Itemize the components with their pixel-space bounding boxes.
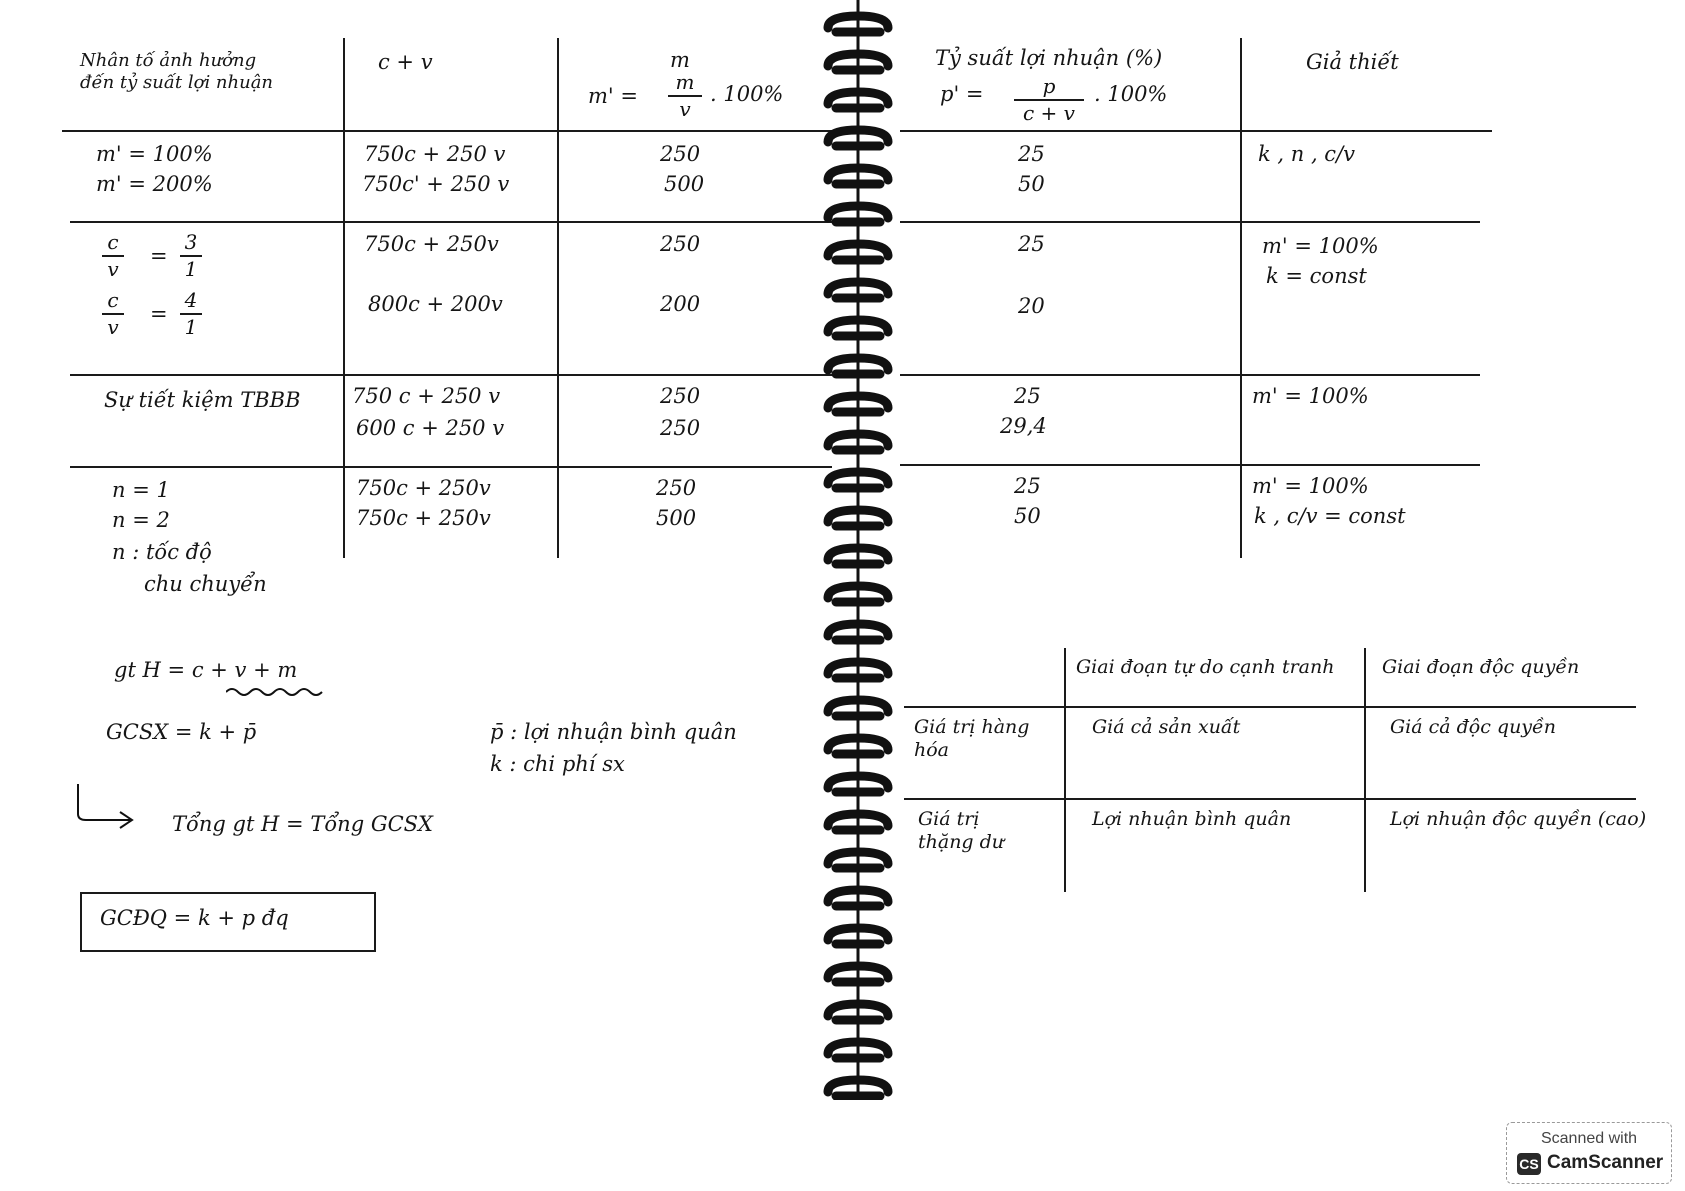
- camscanner-logo-icon: CS: [1517, 1153, 1541, 1175]
- row1-factor-a: m' = 100%: [96, 142, 213, 166]
- ratio-b-rnum: 4: [184, 288, 198, 312]
- r3-p-a: 25: [1014, 384, 1041, 408]
- stage-row-surplus-label: Giá trị thặng dư: [918, 808, 1005, 853]
- header-p-mult: . 100%: [1094, 82, 1168, 106]
- ratio-a-num: c: [107, 230, 119, 254]
- header-rate: Tỷ suất lợi nhuận (%): [935, 46, 1163, 70]
- row4-factor-c: n : tốc độ: [112, 540, 212, 564]
- header-m-prime-label: m' =: [588, 84, 638, 108]
- row4-factor-b: n = 2: [112, 508, 170, 532]
- r2-p-b: 20: [1018, 294, 1045, 318]
- row4-m-b: 500: [656, 506, 697, 530]
- r1-assumption: k , n , c/v: [1258, 142, 1356, 166]
- r3-assumption: m' = 100%: [1252, 384, 1369, 408]
- ratio-a-rnum: 3: [184, 230, 198, 254]
- row2-m-a: 250: [660, 232, 701, 256]
- stage-row1-free: Giá cả sản xuất: [1092, 716, 1241, 738]
- row2-m-b: 200: [660, 292, 701, 316]
- r4-p-a: 25: [1014, 474, 1041, 498]
- row3-cv-b: 600 c + 250 v: [356, 416, 505, 440]
- stage-col-monopoly: Giai đoạn độc quyền: [1382, 656, 1580, 678]
- row2-ratio-a-rhs: [180, 232, 202, 280]
- header-m-above: m: [670, 48, 690, 72]
- stage-row2-monopoly: Lợi nhuận độc quyền (cao): [1390, 808, 1647, 830]
- watermark-brand: CamScanner: [1547, 1152, 1664, 1173]
- row3-cv-a: 750 c + 250 v: [352, 384, 501, 408]
- r4-assumption-b: k , c/v = const: [1254, 504, 1406, 528]
- row2-ratio-b-lhs: [102, 290, 124, 338]
- r1-p-b: 50: [1018, 172, 1045, 196]
- p-numerator: p: [1042, 74, 1056, 98]
- row1-m-b: 500: [664, 172, 705, 196]
- header-p-prime: p' =: [940, 82, 984, 106]
- formula-gcsx: GCSX = k + p̄: [106, 720, 257, 744]
- camscanner-watermark: [1506, 1122, 1672, 1184]
- row3-m-b: 250: [660, 416, 701, 440]
- ratio-a-rden: 1: [184, 257, 198, 281]
- row2-ratio-a-eq: =: [150, 244, 168, 268]
- row1-cv-a: 750c + 250 v: [364, 142, 506, 166]
- row2-ratio-a-lhs: [102, 232, 124, 280]
- stage-row2-free: Lợi nhuận bình quân: [1092, 808, 1292, 830]
- row3-m-a: 250: [660, 384, 701, 408]
- row4-cv-a: 750c + 250v: [356, 476, 491, 500]
- watermark-line1: Scanned with: [1540, 1130, 1638, 1147]
- stage-row1-monopoly: Giá cả độc quyền: [1390, 716, 1556, 738]
- m-prime-numerator: m: [675, 70, 695, 94]
- r4-assumption-a: m' = 100%: [1252, 474, 1369, 498]
- r2-assumption-b: k = const: [1266, 264, 1367, 288]
- row1-cv-b: 750c' + 250 v: [362, 172, 510, 196]
- header-factor: Nhân tố ảnh hưởng đến tỷ suất lợi nhuận: [80, 50, 274, 93]
- legend-k: k : chi phí sx: [490, 752, 625, 776]
- row2-ratio-b-rhs: [180, 290, 202, 338]
- row4-factor-d: chu chuyển: [144, 572, 267, 596]
- row1-m-a: 250: [660, 142, 701, 166]
- header-p-fraction: [1014, 76, 1084, 124]
- r2-p-a: 25: [1018, 232, 1045, 256]
- header-m-prime-fraction: [668, 72, 702, 120]
- legend-p-bar: p̄ : lợi nhuận bình quân: [490, 720, 737, 744]
- underline-wave: [226, 686, 326, 698]
- return-arrow-icon: [72, 780, 142, 830]
- stage-col-free: Giai đoạn tự do cạnh tranh: [1076, 656, 1335, 678]
- header-assumption: Giả thiết: [1306, 50, 1399, 74]
- formula-total: Tổng gt H = Tổng GCSX: [172, 812, 433, 836]
- ratio-a-den: v: [107, 257, 119, 281]
- header-cv: c + v: [378, 50, 433, 74]
- spiral-binding: [818, 0, 898, 1100]
- row4-factor-a: n = 1: [112, 478, 170, 502]
- formula-value: gt H = c + v + m: [114, 658, 298, 682]
- p-denominator: c + v: [1023, 101, 1075, 125]
- r1-p-a: 25: [1018, 142, 1045, 166]
- row2-ratio-b-eq: =: [150, 302, 168, 326]
- row2-cv-b: 800c + 200v: [368, 292, 503, 316]
- r3-p-b: 29,4: [1000, 414, 1047, 438]
- row4-cv-b: 750c + 250v: [356, 506, 491, 530]
- formula-gcdq: GCĐQ = k + p đq: [100, 906, 289, 930]
- row1-factor-b: m' = 200%: [96, 172, 213, 196]
- m-prime-denominator: v: [679, 97, 691, 121]
- header-m-prime-mult: . 100%: [710, 82, 784, 106]
- row4-m-a: 250: [656, 476, 697, 500]
- r2-assumption-a: m' = 100%: [1262, 234, 1379, 258]
- row3-factor: Sự tiết kiệm TBBB: [104, 388, 301, 412]
- ratio-b-den: v: [107, 315, 119, 339]
- ratio-b-num: c: [107, 288, 119, 312]
- stage-row-goods-label: Giá trị hàng hóa: [914, 716, 1030, 761]
- r4-p-b: 50: [1014, 504, 1041, 528]
- ratio-b-rden: 1: [184, 315, 198, 339]
- row2-cv-a: 750c + 250v: [364, 232, 499, 256]
